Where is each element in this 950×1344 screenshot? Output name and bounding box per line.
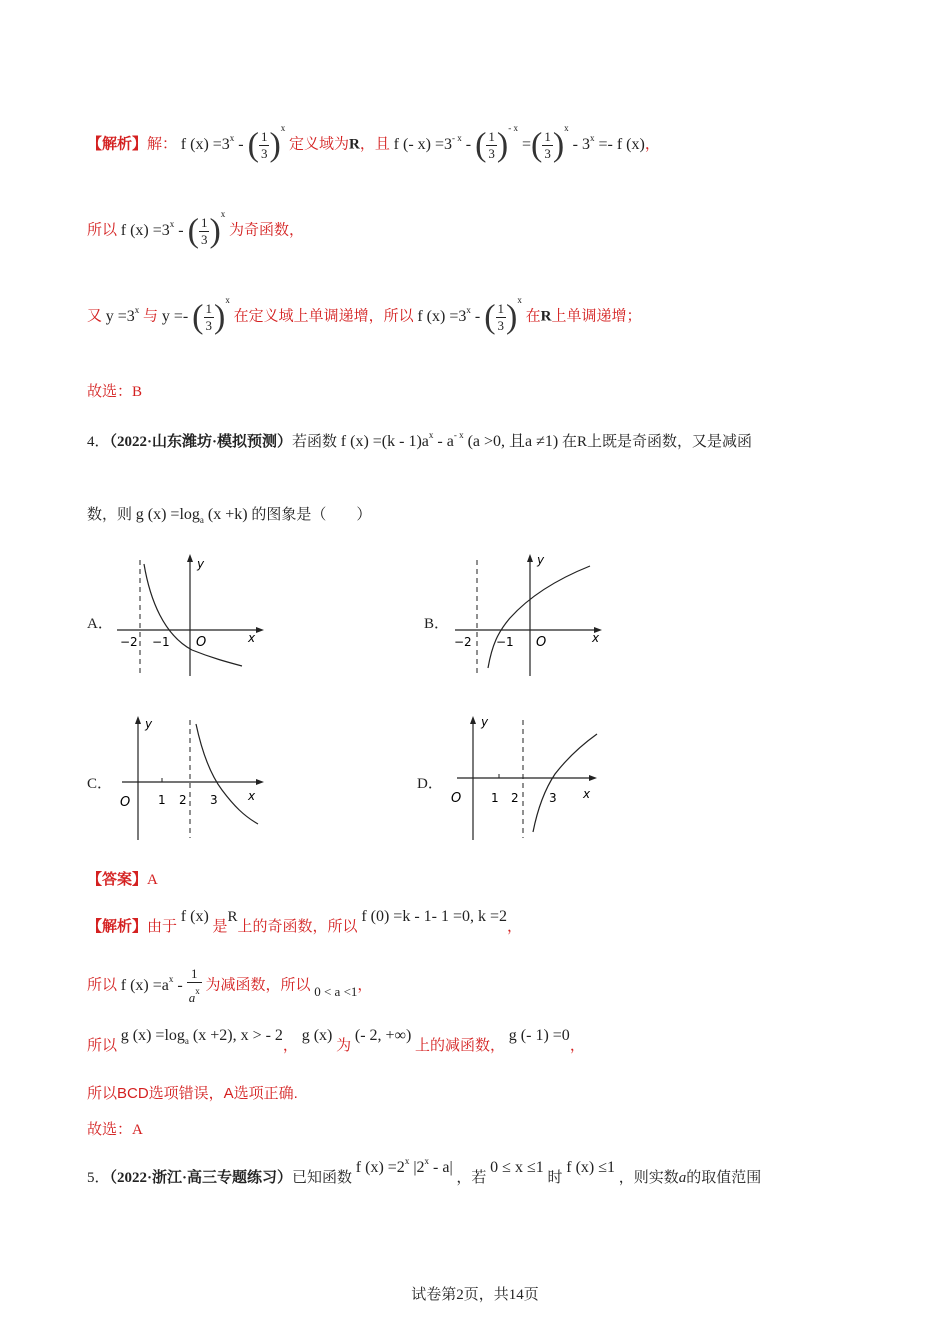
math-f-expr-q5: f $(x) =2^x$ |2$^x$ - a| — [355, 1156, 453, 1176]
question-source: （2022·浙江·高三专题练习） — [109, 1170, 293, 1186]
math-range-a: 0 < a <1 — [314, 983, 358, 999]
origin-label: O — [196, 635, 207, 650]
x-axis-label: x — [248, 631, 256, 645]
math-gx-eq: g $(x) =\log_a$ (x +2), x > - 2 — [120, 1027, 283, 1046]
math-f-le: f (x) ≤1 — [566, 1159, 616, 1176]
math-f0: f (0) =k - 1- 1 =0, k =2 — [361, 908, 508, 925]
q4-analysis-line-1: 【解析】由于 f (x) 是R上的奇函数，所以 f (0) =k - 1- 1 =0, k =2， — [87, 908, 523, 935]
odd-text: 为奇函数， — [229, 222, 305, 239]
q4-analysis-line-2: 所以 f $(x) =a^x$ - $\frac{1}{a^x}$ 为减函数，所以 0 < a <1， — [87, 966, 373, 1005]
tick-label: 1 — [491, 791, 499, 805]
q4-conclusion: 所以BCD选项错误，A选项正确. — [87, 1085, 298, 1102]
question-number: 4． — [87, 434, 110, 450]
analysis-tag: 【解析】 — [87, 136, 148, 153]
x-axis-label: x — [592, 631, 600, 645]
math-f-def: f $(x) =3^x$ - ( $\frac{1}{3}$ )$^x$ — [180, 122, 286, 163]
math-y3x: $y =3^x$ — [105, 304, 140, 325]
set-r: R — [349, 136, 360, 153]
tick-label: 2 — [511, 791, 519, 805]
option-d-label[interactable]: D． — [417, 776, 443, 792]
y-axis-label: y — [145, 717, 153, 731]
option-a-graph[interactable] — [112, 550, 272, 680]
q4-answer-line — [87, 868, 158, 889]
domain-text: 定义域为 — [289, 136, 350, 153]
origin-label: O — [120, 795, 131, 810]
analysis-tag: 【解析】 — [87, 919, 148, 935]
y-axis-label: y — [537, 553, 545, 567]
math-gx: g (x) — [301, 1027, 333, 1044]
x-axis-label: x — [248, 789, 256, 803]
math-cond: 0 ≤ x ≤1 — [490, 1159, 544, 1176]
option-b-graph[interactable] — [450, 550, 610, 680]
q4-answer-choice: 故选：A — [87, 1122, 143, 1138]
origin-label: O — [536, 635, 547, 650]
so-text: 所以 — [87, 222, 118, 239]
math-f-neg: f (- $x) =3^{- x}$ - ( $\frac{1}{3}$ )$^{- x}$ =( $\frac{1}{3}$ )$^x - 3^x =- f$ (x) — [393, 122, 645, 163]
math-y-neg: y =- ( $\frac{1}{3}$ )$^x$ — [161, 294, 230, 335]
math-f-expr: f $(x) =(k - 1)a^x - a^{- x}$ (a >0, 且a ≠1) — [340, 430, 559, 450]
tick-label: −2 — [454, 635, 472, 649]
math-f-def-2: f $(x) =3^x$ - ( $\frac{1}{3}$ )$^x$ — [120, 208, 226, 249]
answer-value: A — [147, 872, 158, 888]
q4-stem-line-1: 4．（2022·山东潍坊·模拟预测）若函数 f $(x) =(k - 1)a^x - a^{- x}$ (a >0, 且a ≠1) 在R上既是奇函数，又是减函 — [87, 430, 753, 450]
q3-analysis-line-2 — [87, 208, 305, 249]
math-g-expr: g $(x) =\log_a$ (x +k) — [135, 506, 248, 525]
and-text: ，且 — [359, 136, 390, 153]
q4-stem-line-2: 数，则 g $(x) =\log_a$ (x +k) 的图象是（ ） — [87, 506, 372, 525]
x-axis-label: x — [583, 787, 591, 801]
q4-analysis-line-3: 所以 g $(x) =\log_a$ (x +2), x > - 2， g (x) 为 (- 2, +∞) 上的减函数， g (- 1) =0， — [87, 1027, 585, 1054]
y-axis-label: y — [481, 715, 489, 729]
tick-label: 1 — [158, 793, 166, 807]
option-b-label[interactable]: B． — [424, 616, 450, 632]
option-d-graph[interactable] — [445, 712, 605, 844]
tick-label: 3 — [549, 791, 557, 805]
option-c-label[interactable]: C． — [87, 776, 113, 792]
origin-label: O — [451, 791, 462, 806]
tick-label: −2 — [120, 635, 138, 649]
q5-stem-line: 5．（2022·浙江·高三专题练习）已知函数 f $(x) =2^x$ |2$^x$ - a| ，若 0 ≤ x ≤1 时 f (x) ≤1 ，则实数a的取值范围 — [87, 1156, 762, 1186]
question-number: 5． — [87, 1170, 110, 1186]
page-footer: 试卷第2页，共14页 — [411, 1287, 539, 1303]
tick-label: −1 — [496, 635, 514, 649]
math-interval: (- 2, +∞) — [354, 1027, 412, 1044]
q3-analysis-line-1: 【解析】解： f $(x) =3^x$ - ( $\frac{1}{3}$ )$^x$ 定义域为R，且 f (- $x) =3^{- x}$ - ( $\frac{1}{3}$ )$^{- x}$ =( $\frac{1}{3}$ )$^x - 3^x =- f$ (x)， — [87, 122, 660, 163]
option-c-graph[interactable] — [112, 712, 272, 844]
tick-label: 3 — [210, 793, 218, 807]
tick-label: −1 — [152, 635, 170, 649]
y-axis-label: y — [197, 557, 205, 571]
q3-answer-line: 故选：B — [87, 384, 143, 400]
math-g-neg1: g (- 1) =0 — [508, 1027, 570, 1044]
option-a-label[interactable]: A． — [87, 616, 113, 632]
q3-analysis-line-3: 又 $y =3^x$ 与 y =- ( $\frac{1}{3}$ )$^x$ 在定义域上单调递增，所以 f $(x) =3^x$ - ( $\frac{1}{3}$ )$^x$ 在R上单调递增； — [87, 294, 642, 335]
answer-tag: 【答案】 — [87, 872, 148, 888]
math-fx-eq: f $(x) =a^x$ - $\frac{1}{a^x}$ — [120, 966, 200, 1005]
math-fx: f (x) — [180, 908, 209, 925]
question-source: （2022·山东潍坊·模拟预测） — [109, 434, 293, 450]
math-f-def-3: f $(x) =3^x$ - ( $\frac{1}{3}$ )$^x$ — [417, 294, 522, 335]
tick-label: 2 — [179, 793, 187, 807]
jie-text: 解： — [147, 136, 178, 153]
